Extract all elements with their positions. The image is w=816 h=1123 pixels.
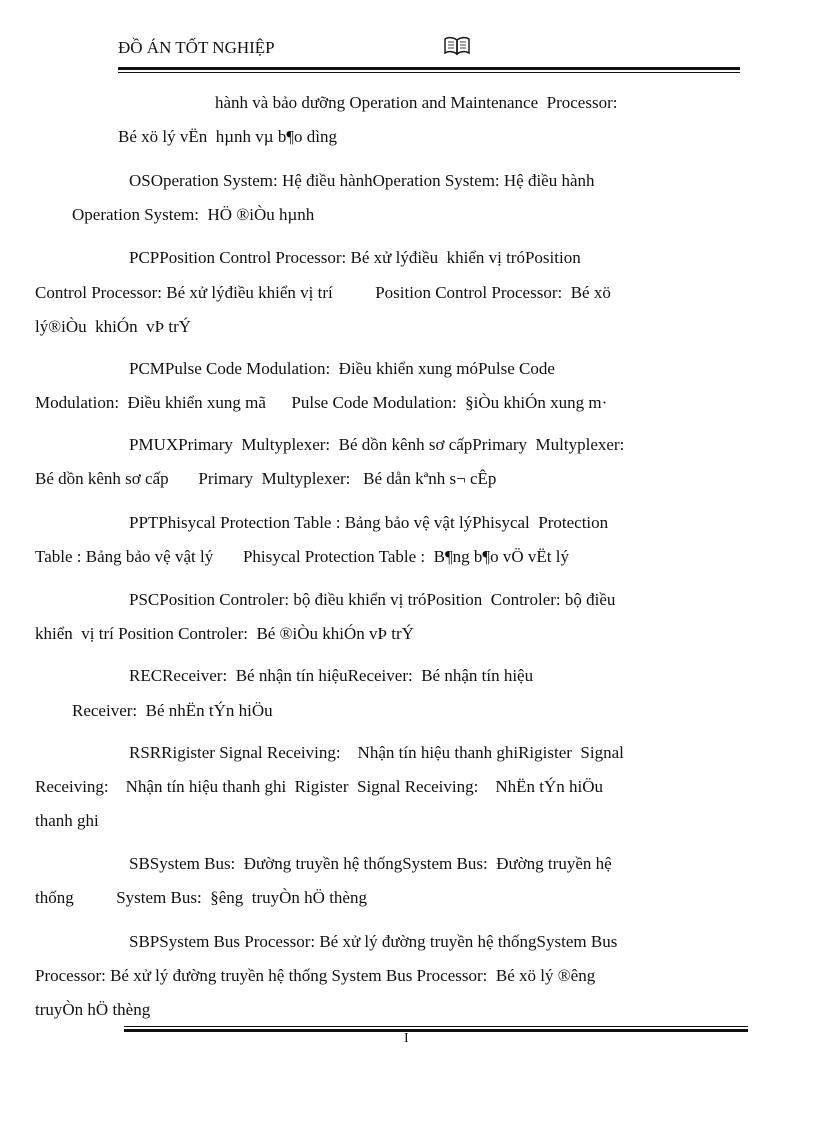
text-line: Operation System: HÖ ®iÒu hµnh: [72, 205, 315, 224]
text-line: Receiving: Nhận tín hiệu thanh ghi Rigister Signal Receiving: NhËn tÝn hiÖu: [35, 777, 604, 796]
text-line: Control Processor: Bé xử lýđiều khiển vị trí Position Control Processor: Bé xö: [35, 283, 611, 302]
text-line: PCPPosition Control Processor: Bé xử lýđiều khiển vị tróPosition: [129, 248, 581, 267]
open-book-icon: [444, 36, 470, 56]
text-line: lý®iÒu khiÓn vÞ trÝ: [35, 317, 192, 336]
text-line: RSRRigister Signal Receiving: Nhận tín hiệu thanh ghiRigister Signal: [129, 743, 624, 762]
text-line: thống System Bus: §êng truyÒn hÖ thèng: [35, 888, 367, 907]
text-line: SBSystem Bus: Đường truyền hệ thốngSystem Bus: Đường truyền hệ: [129, 854, 612, 873]
text-line: truyÒn hÖ thèng: [35, 1000, 151, 1019]
text-line: PCMPulse Code Modulation: Điều khiển xung móPulse Code: [129, 359, 555, 378]
footer-rule-thick: [124, 1029, 748, 1032]
text-line: SBPSystem Bus Processor: Bé xử lý đường truyền hệ thốngSystem Bus: [129, 932, 618, 951]
footer-rule-thin: [124, 1026, 748, 1027]
text-line: hành và bảo dưỡng Operation and Maintenance Processor:: [215, 93, 618, 112]
header-rule-thick: [118, 67, 740, 70]
text-line: Processor: Bé xử lý đường truyền hệ thống System Bus Processor: Bé xö lý ®êng: [35, 966, 596, 985]
text-line: OSOperation System: Hệ điều hànhOperation System: Hệ điều hành: [129, 171, 595, 190]
text-line: RECReceiver: Bé nhận tín hiệuReceiver: Bé nhận tín hiệu: [129, 666, 534, 685]
text-line: PSCPosition Controler: bộ điều khiển vị tróPosition Controler: bộ điều: [129, 590, 616, 609]
text-line: PMUXPrimary Multyplexer: Bé dồn kênh sơ cấpPrimary Multyplexer:: [129, 435, 625, 454]
header-rule-thin: [118, 72, 740, 73]
text-line: PPTPhisycal Protection Table : Bảng bảo vệ vật lýPhisycal Protection: [129, 513, 609, 532]
text-line: khiển vị trí Position Controler: Bé ®iÒu khiÓn vÞ trÝ: [35, 624, 414, 643]
page-number: I: [404, 1031, 409, 1046]
text-line: Bé dồn kênh sơ cấp Primary Multyplexer: Bé dån kªnh s¬ cÊp: [35, 469, 497, 488]
document-title: ĐỒ ÁN TỐT NGHIỆP: [118, 38, 275, 57]
text-line: Receiver: Bé nhËn tÝn hiÖu: [72, 701, 273, 720]
text-line: Bé xö lý vËn hµnh vµ b¶o dìng: [118, 127, 338, 146]
text-line: Modulation: Điều khiển xung mã Pulse Code Modulation: §iÒu khiÓn xung m·: [35, 393, 608, 412]
text-line: thanh ghi: [35, 811, 99, 830]
text-line: Table : Bảng bảo vệ vật lý Phisycal Protection Table : B¶ng b¶o vÖ vËt lý: [35, 547, 569, 566]
